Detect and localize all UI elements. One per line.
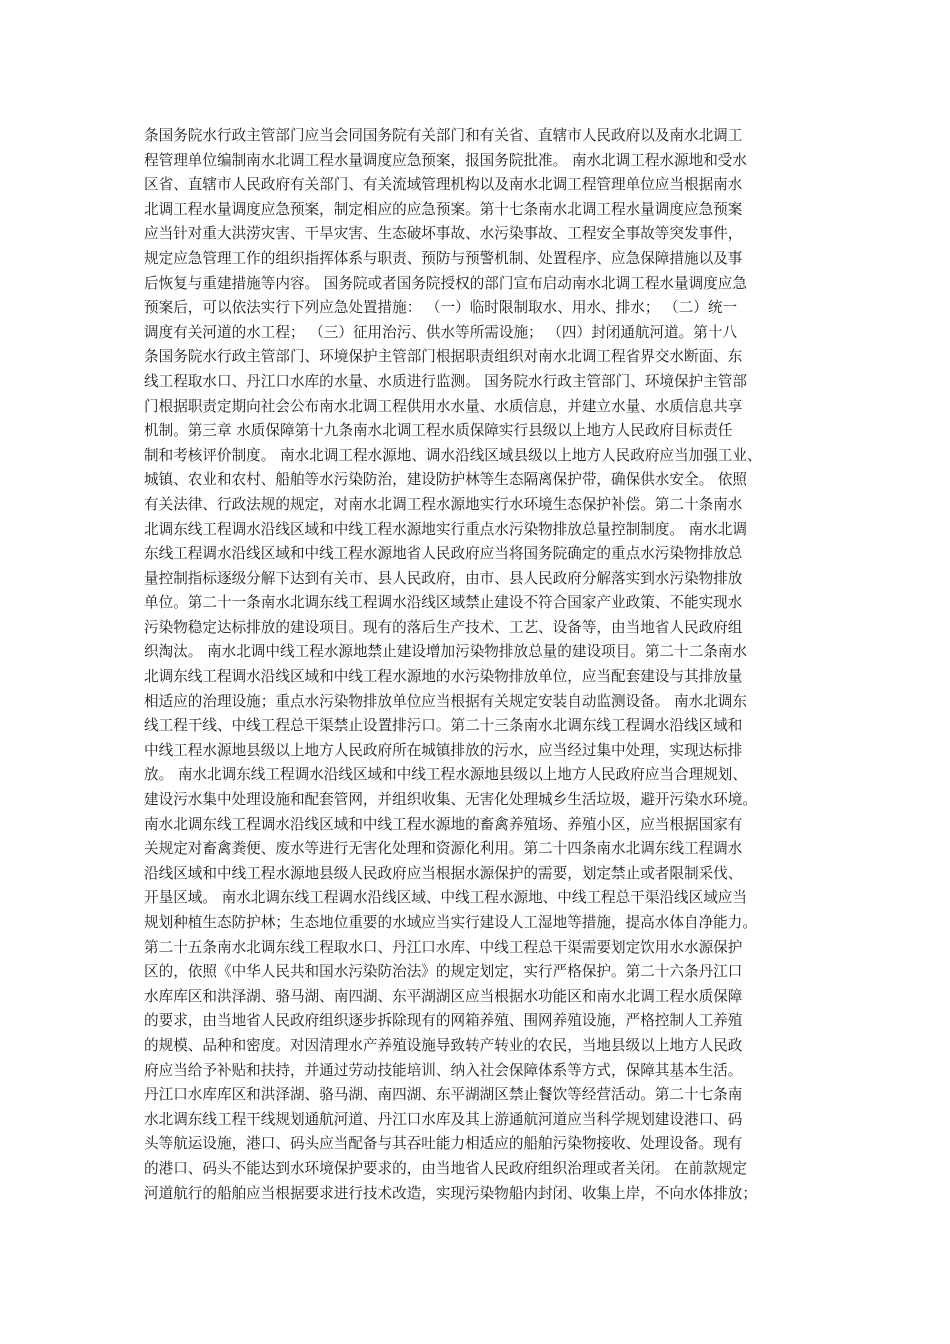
- text-line: 条国务院水行政主管部门应当会同国务院有关部门和有关省、直辖市人民政府以及南水北调工: [144, 127, 743, 144]
- text-line: 北调东线工程调水沿线区域和中线工程水源地实行重点水污染物排放总量控制制度。 南水北调: [144, 520, 747, 538]
- text-line: 量控制指标逐级分解下达到有关市、县人民政府，由市、县人民政府分解落实到水污染物排放: [144, 569, 743, 587]
- text-line: 府应当给予补贴和扶持，并通过劳动技能培训、纳入社会保障体系等方式，保障其基本生活。: [144, 1061, 743, 1079]
- text-line: 东线工程调水沿线区域和中线工程水源地省人民政府应当将国务院确定的重点水污染物排放总: [144, 545, 743, 563]
- text-line: 条国务院水行政主管部门、环境保护主管部门根据职责组织对南水北调工程省界交水断面、东: [144, 348, 743, 366]
- text-line: 门根据职责定期向社会公布南水北调工程供用水水量、水质信息，并建立水量、水质信息共享: [144, 397, 743, 415]
- text-line: 机制。第三章 水质保障第十九条南水北调工程水质保障实行县级以上地方人民政府目标责任: [144, 422, 733, 440]
- text-line: 第二十五条南水北调东线工程取水口、丹江口水库、中线工程总干渠需要划定饮用水水源保护: [144, 938, 743, 956]
- text-line: 后恢复与重建措施等内容。 国务院或者国务院授权的部门宣布启动南水北调工程水量调度应急: [144, 274, 747, 292]
- text-line: 河道航行的船舶应当根据要求进行技术改造，实现污染物船内封闭、收集上岸，不向水体排放；: [144, 1184, 757, 1202]
- text-line: 水库库区和洪泽湖、骆马湖、南四湖、东平湖湖区应当根据水功能区和南水北调工程水质保障: [144, 987, 743, 1005]
- text-line: 线工程干线、中线工程总干渠禁止设置排污口。第二十三条南水北调东线工程调水沿线区域和: [144, 717, 743, 735]
- text-line: 预案后，可以依法实行下列应急处置措施： （一）临时限制取水、用水、排水； （二）统一: [144, 299, 738, 317]
- text-line: 南水北调东线工程调水沿线区域和中线工程水源地的畜禽养殖场、养殖小区，应当根据国家有: [144, 815, 743, 833]
- text-line: 相适应的治理设施；重点水污染物排放单位应当根据有关规定安装自动监测设备。 南水北调东: [144, 692, 747, 710]
- text-line: 织淘汰。 南水北调中线工程水源地禁止建设增加污染物排放总量的建设项目。第二十二条南水: [144, 643, 747, 661]
- text-line: 沿线区域和中线工程水源地县级人民政府应当根据水源保护的需要，划定禁止或者限制采伐、: [144, 864, 743, 882]
- text-line: 程管理单位编制南水北调工程水量调度应急预案，报国务院批准。 南水北调工程水源地和受水: [144, 151, 747, 169]
- text-line: 开垦区域。 南水北调东线工程调水沿线区域、中线工程水源地、中线工程总干渠沿线区域应当: [144, 889, 747, 907]
- text-line: 中线工程水源地县级以上地方人民政府所在城镇排放的污水，应当经过集中处理，实现达标排: [144, 741, 743, 759]
- text-line: 单位。第二十一条南水北调东线工程调水沿线区域禁止建设不符合国家产业政策、不能实现水: [144, 594, 743, 612]
- text-line: 放。 南水北调东线工程调水沿线区域和中线工程水源地县级以上地方人民政府应当合理规划、: [144, 766, 747, 784]
- text-line: 应当针对重大洪涝灾害、干旱灾害、生态破坏事故、水污染事故、工程安全事故等突发事件，: [144, 225, 743, 243]
- text-line: 线工程取水口、丹江口水库的水量、水质进行监测。 国务院水行政主管部门、环境保护主管部: [144, 372, 747, 390]
- body-text: [144, 124, 816, 1206]
- text-line: 的港口、码头不能达到水环境保护要求的，由当地省人民政府组织治理或者关闭。 在前款规定: [144, 1159, 747, 1177]
- text-line: 水北调东线工程干线规划通航河道、丹江口水库及其上游通航河道应当科学规划建设港口、码: [144, 1110, 743, 1128]
- text-line: 城镇、农业和农村、船舶等水污染防治，建设防护林等生态隔离保护带，确保供水安全。 依照: [144, 471, 747, 489]
- text-line: 的要求，由当地省人民政府组织逐步拆除现有的网箱养殖、围网养殖设施，严格控制人工养殖: [144, 1012, 743, 1030]
- text-line: 建设污水集中处理设施和配套管网，并组织收集、无害化处理城乡生活垃圾，避开污染水环境。: [144, 791, 757, 809]
- text-line: 的规模、品种和密度。对因清理水产养殖设施导致转产转业的农民，当地县级以上地方人民政: [144, 1036, 743, 1054]
- text-line: 北调工程水量调度应急预案，制定相应的应急预案。第十七条南水北调工程水量调度应急预案: [144, 200, 743, 218]
- text-line: 丹江口水库库区和洪泽湖、骆马湖、南四湖、东平湖湖区禁止餐饮等经营活动。第二十七条南: [144, 1086, 743, 1104]
- text-line: 区省、直辖市人民政府有关部门、有关流域管理机构以及南水北调工程管理单位应当根据南水: [144, 176, 743, 194]
- text-line: 关规定对畜禽粪便、废水等进行无害化处理和资源化利用。第二十四条南水北调东线工程调水: [144, 840, 743, 858]
- text-line: 区的，依照《中华人民共和国水污染防治法》的规定划定，实行严格保护。第二十六条丹江口: [144, 963, 743, 981]
- text-line: 污染物稳定达标排放的建设项目。现有的落后生产技术、工艺、设备等，由当地省人民政府组: [144, 618, 743, 636]
- text-line: 有关法律、行政法规的规定，对南水北调工程水源地实行水环境生态保护补偿。第二十条南水: [144, 495, 743, 513]
- text-line: 规定应急管理工作的组织指挥体系与职责、预防与预警机制、处置程序、应急保障措施以及事: [144, 249, 743, 267]
- text-line: 头等航运设施，港口、码头应当配备与其吞吐能力相适应的船舶污染物接收、处理设备。现有: [144, 1135, 743, 1153]
- text-line: 制和考核评价制度。 南水北调工程水源地、调水沿线区域县级以上地方人民政府应当加强工业、: [144, 446, 762, 464]
- text-line: 北调东线工程调水沿线区域和中线工程水源地的水污染物排放单位，应当配套建设与其排放量: [144, 668, 743, 686]
- text-line: 调度有关河道的水工程； （三）征用治污、供水等所需设施； （四）封闭通航河道。第十八: [144, 323, 738, 341]
- text-line: 规划种植生态防护林；生态地位重要的水域应当实行建设人工湿地等措施，提高水体自净能力。: [144, 914, 757, 931]
